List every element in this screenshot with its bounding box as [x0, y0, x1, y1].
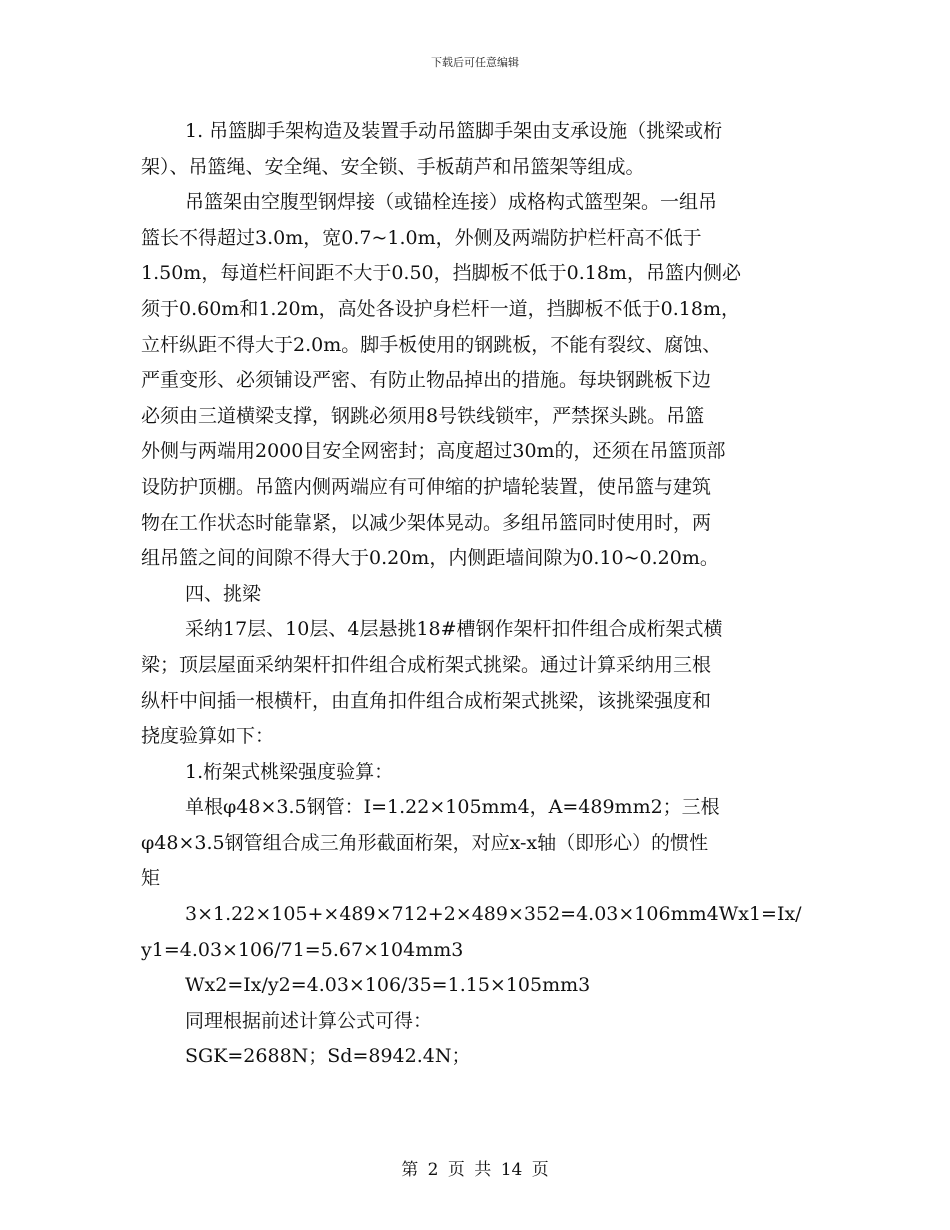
formula-line: 3×1.22×105+×489×712+2×489×352=4.03×106mm4Wx1=Ix/ [185, 903, 802, 926]
text-line: 同理根据前述计算公式可得： [185, 1009, 433, 1032]
text-line: 组吊篮之间的间隙不得大于0.20m，内侧距墙间隙为0.10~0.20m。 [141, 547, 719, 570]
page-header: 下载后可任意编辑 [431, 56, 519, 69]
text-line: 采纳17层、10层、4层悬挑18#槽钢作架杆扣件组合成桁架式横 [185, 618, 723, 641]
text-line: 设防护顶棚。吊篮内侧两端应有可伸缩的护墙轮装置，使吊篮与建筑 [141, 475, 712, 498]
text-line: 1.50m，每道栏杆间距不大于0.50，挡脚板不低于0.18m，吊篮内侧必 [141, 262, 741, 285]
text-line: 架）、吊篮绳、安全绳、安全锁、手板葫芦和吊篮架等组成。 [141, 155, 645, 178]
text-line: 必须由三道横梁支撑，钢跳必须用8号铁线锁牢，严禁探头跳。吊篮 [141, 404, 705, 427]
text-line: 外侧与两端用2000目安全网密封；高度超过30m的，还须在吊篮顶部 [141, 440, 726, 463]
text-line: 篮长不得超过3.0m，宽0.7~1.0m，外侧及两端防护栏杆高不低于 [141, 226, 702, 249]
text-line: 纵杆中间插一根横杆，由直角扣件组合成桁架式挑梁，该挑梁强度和 [141, 689, 712, 712]
body-text [141, 114, 809, 1075]
text-line: 物在工作状态时能靠紧，以减少架体晃动。多组吊篮同时使用时，两 [141, 511, 712, 534]
page-number: 第 2 页 共 14 页 [401, 1160, 549, 1180]
text-line: 挠度验算如下： [141, 725, 275, 748]
formula-line: Wx2=Ix/y2=4.03×106/35=1.15×105mm3 [185, 974, 591, 997]
section-heading: 四、挑梁 [185, 582, 262, 605]
subsection-heading: 1.桁架式桃梁强度验算： [185, 760, 394, 783]
formula-line: y1=4.03×106/71=5.67×104mm3 [141, 938, 464, 961]
text-line: 1. 吊篮脚手架构造及装置手动吊篮脚手架由支承设施（挑梁或桁 [185, 120, 723, 142]
text-line: φ48×3.5钢管组合成三角形截面桁架，对应x-x轴（即形心）的惯性 [141, 831, 709, 854]
text-line: 严重变形、必须铺设严密、有防止物品掉出的措施。每块钢跳板下边 [141, 369, 712, 392]
formula-line: SGK=2688N；Sd=8942.4N； [185, 1045, 471, 1068]
text-line: 吊篮架由空腹型钢焊接（或锚栓连接）成格构式篮型架。一组吊 [185, 191, 718, 214]
text-line: 矩 [141, 867, 161, 890]
text-line: 梁；顶层屋面采纳架杆扣件组合成桁架式挑梁。通过计算采纳用三根 [141, 653, 712, 676]
text-line: 须于0.60m和1.20m，高处各设护身栏杆一道，挡脚板不低于0.18m， [141, 297, 740, 320]
text-line: 单根φ48×3.5钢管：I=1.22×105mm4，A=489mm2；三根 [185, 796, 720, 819]
text-line: 立杆纵距不得大于2.0m。脚手板使用的钢跳板，不能有裂纹、腐蚀、 [141, 333, 722, 356]
